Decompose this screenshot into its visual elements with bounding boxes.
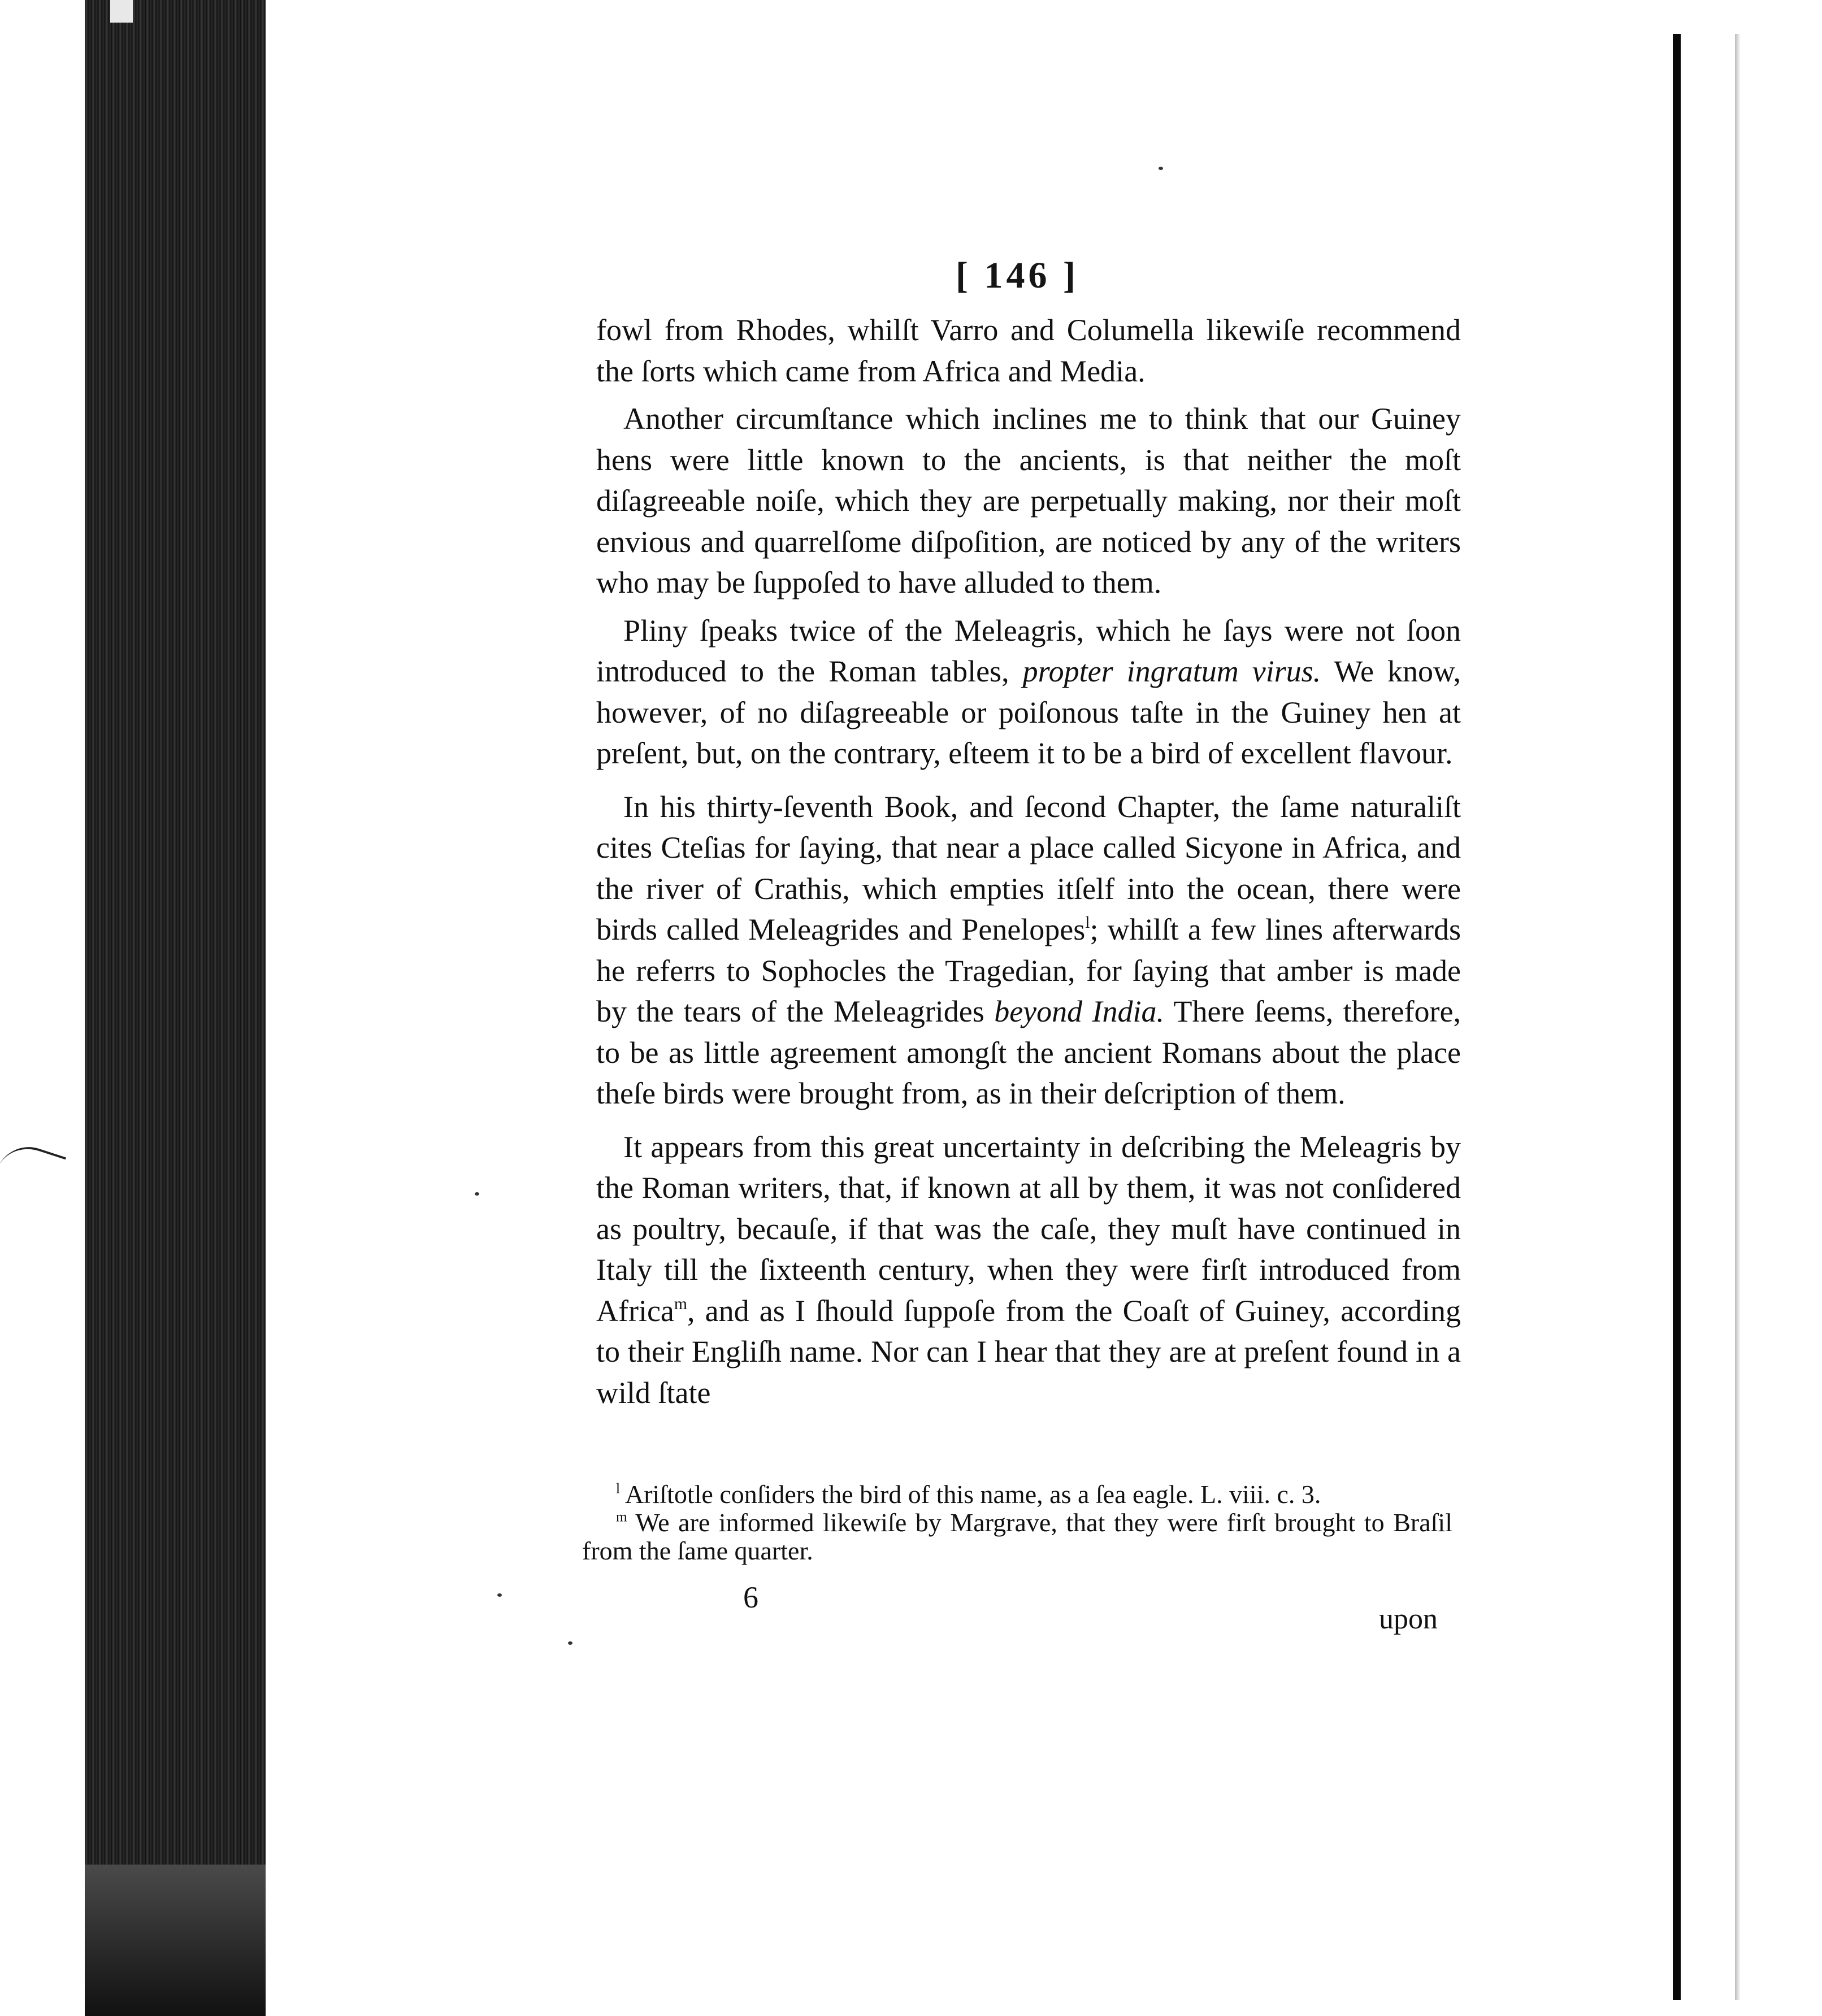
paragraph-1 [596,310,1461,392]
footnote-mark: l [616,1480,621,1497]
ink-speck [1159,167,1163,170]
footnote-reference: l [1085,914,1090,932]
paragraph-text: We know, however, of no diſagreeable or poiſonous taſte in the Guiney hen at preſent, but, on the contrary, eſteem it to be a bird of excellent flavour. [596,654,1461,770]
signature-mark: 6 [743,1580,758,1614]
ink-speck [568,1641,572,1645]
italic-phrase: beyond India. [994,994,1165,1028]
paragraph-text: Pliny ſpeaks twice of the Meleagris, which he ſays were not ſoon introduced to the Roman tables, [596,613,1461,688]
footnote-text: We are informed likewiſe by Margrave, that they were firſt brought to Braſil from the ſame quarter. [582,1508,1452,1565]
paragraph-text: ; whilſt a few lines afterwards he referrs to Sophocles the Tragedian, for ſaying that amber is made by the tears of the Meleagrides [596,913,1461,1028]
page-number: [ 146 ] [956,255,1079,296]
footnote-text: Ariſtotle conſiders the bird of this name, as a ſea eagle. L. viii. c. 3. [620,1480,1321,1509]
book-spine-shadow [85,0,266,2016]
paragraph-4 [596,787,1461,1114]
paragraph-text: , and as I ſhould ſuppoſe from the Coaſt of Guiney, according to their Engliſh name. Nor can I hear that they are at preſent found in a wild ſtate [596,1293,1461,1410]
footnote-reference: m [674,1294,687,1313]
footnote-l [582,1480,1452,1509]
paragraph-3 [596,610,1461,774]
ink-speck [497,1593,502,1597]
footnote-mark: m [616,1509,627,1525]
paragraph-2 [596,398,1461,603]
spine-highlight [110,0,133,23]
footnote-m [582,1509,1452,1565]
ink-speck [475,1192,479,1196]
paragraph-text: There ſeems, therefore, to be as little agreement amongſt the ancient Romans about the place theſe birds were brought from, as in their deſcription of them. [596,994,1461,1110]
facing-page-shadow [1735,34,1741,2000]
paragraph-text: It appears from this great uncertainty in deſcribing the Meleagris by the Roman writers, that, if known at all by them, it was not conſidered as poultry, becauſe, if that was the caſe, they muſt have continued in Italy till the ſixteenth century, when they were firſt introduced from Africa [596,1129,1461,1328]
facing-page-edge [1673,34,1681,2000]
page-edge-curl [0,1139,66,1192]
footnotes [582,1480,1452,1565]
catchword: upon [1379,1603,1438,1635]
paragraph-5 [596,1127,1461,1414]
spine-bottom-shadow [85,1865,266,2016]
body-text [596,310,1461,1413]
italic-phrase: propter ingratum virus. [1022,654,1321,688]
paragraph-text: fowl from Rhodes, whilſt Varro and Columella likewiſe recommend the ſorts which came from Africa and Media. [596,313,1461,388]
paragraph-text: In his thirty-ſeventh Book, and ſecond Chapter, the ſame naturaliſt cites Cteſias for ſaying, that near a place called Sicyone in Africa, and the river of Crathis, which empties itſelf into the ocean, there were birds called Meleagrides and Penelopes [596,789,1461,946]
paragraph-text: Another circumſtance which inclines me to think that our Guiney hens were little known to the ancients, is that neither the moſt diſagreeable noiſe, which they are perpetually making, nor their moſt envious and quarrelſome diſpoſition, are noticed by any of the writers who may be ſuppoſed to have alluded to them. [596,402,1461,599]
